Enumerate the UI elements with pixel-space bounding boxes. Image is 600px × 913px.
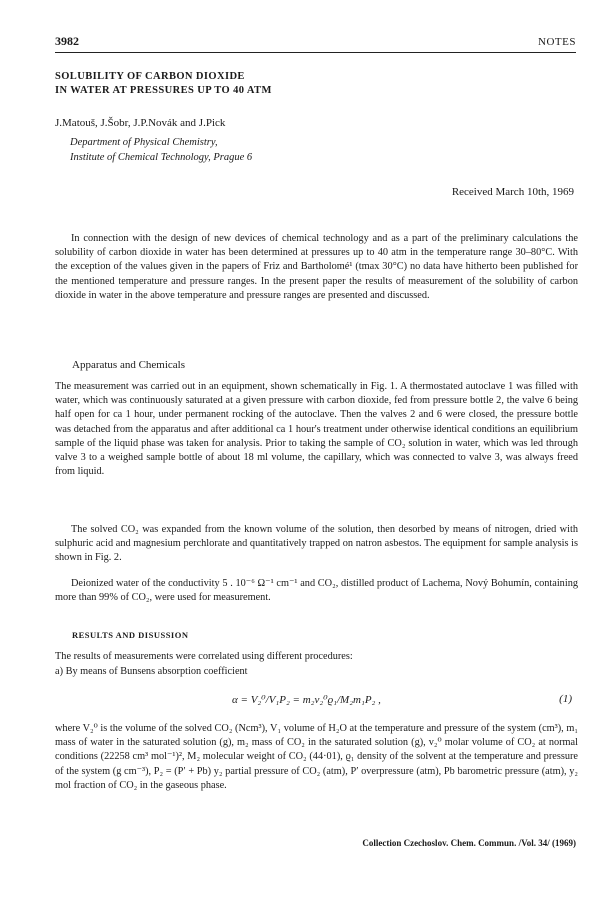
apparatus-paragraph-1: The measurement was carried out in an equipment, shown schematically in Fig. 1. A thermostated autoclave 1 was filled with water, which was continuously saturated at a given pressure with carbon dioxide, fed from pressure bottle 2, the valve 6 being half open for ca 1 hour, under permanent rocking of the autoclave. Then the valves 2 and 6 were closed, the pressure bottle was detached from the apparatus and after additional ca 1 hour's treatment under otherwise identical conditions an equilibrium sample of the liquid phase was taken for analysis. Prior to taking the sample of CO₂ solution in water, which was led through valve 3 to a weighed sample bottle of about 18 ml volume, the capillary, which was connected to valve 3, was always freed from liquid. — [55, 381, 578, 478]
results-heading: RESULTS AND DISUSSION — [72, 630, 189, 640]
variable-definitions: where V₂⁰ is the volume of the solved CO₂ (Ncm³), V₁ volume of H₂O at the temperature and pressure of the system (cm³), m₁ mass of water in the saturated solution (g), m₂ mass of CO₂ in the saturated solution (g), v₂⁰ molar volume of CO₂ at normal conditions (22258 cm³ mol⁻¹)², M₂ molecular weight of CO₂ (44·01), ϱ₁ density of the solvent at the temperature and pressure of the system (g cm⁻³), P₂ = (P′ + Pb) y₂ partial pressure of CO₂ (atm), P′ overpressure (atm), Pb barometric pressure (atm), y₂ mol fraction of CO₂ in the gaseous phase. — [55, 723, 578, 791]
running-header — [55, 34, 576, 53]
results-intro: The results of measurements were correlated using different procedures: — [55, 651, 353, 662]
apparatus-heading: Apparatus and Chemicals — [72, 359, 186, 371]
results-item-a: a) By means of Bunsens absorption coefficient — [55, 666, 248, 677]
affiliation-line-1: Department of Physical Chemistry, — [70, 137, 218, 148]
apparatus-paragraph-2: The solved CO₂ was expanded from the known volume of the solution, then desorbed by means of nitrogen, dried with sulphuric acid and magnesium perchlorate and quantitatively trapped on natron asbestos. The equipment for sample analysis is shown in Fig. 2. — [55, 524, 578, 564]
page-number: 3982 — [55, 34, 79, 48]
section-label: NOTES — [538, 36, 576, 48]
intro-paragraph: In connection with the design of new devices of chemical technology and as a part of the preliminary calculations the solubility of carbon dioxide in water has been determined at pressures up to 40 atm in the temperature range 30–80°C. With the exception of the values given in the papers of Friz and Bartholomé¹ (tmax 30°C) no data have hitherto been published for the mentioned temperature and pressure ranges. In the present paper the results of measurement of the solubility of carbon dioxide in water in the above temperature and pressure ranges are presented and discussed. — [55, 233, 578, 301]
received-date: Received March 10th, 1969 — [451, 186, 574, 198]
authors: J.Matouš, J.Šobr, J.P.Novák and J.Pick — [55, 117, 226, 129]
equation-number: (1) — [559, 693, 572, 705]
title-line-1: SOLUBILITY OF CARBON DIOXIDE — [55, 71, 245, 82]
affiliation — [70, 135, 252, 165]
journal-footer: Collection Czechoslov. Chem. Commun. /Vol. 34/ (1969) — [362, 838, 576, 848]
title-line-2: IN WATER AT PRESSURES UP TO 40 ATM — [55, 85, 272, 96]
affiliation-line-2: Institute of Chemical Technology, Prague 6 — [70, 152, 253, 163]
article-title — [55, 70, 555, 98]
apparatus-paragraph-3: Deionized water of the conductivity 5 . 10⁻⁶ Ω⁻¹ cm⁻¹ and CO₂, distilled product of Lachema, Nový Bohumín, containing more than 99% of CO₂, were used for measurement. — [55, 578, 578, 604]
equation-1: α = V₂⁰/V₁P₂ = m₂v₂⁰ϱ₁/M₂m₁P₂ , — [232, 694, 381, 706]
